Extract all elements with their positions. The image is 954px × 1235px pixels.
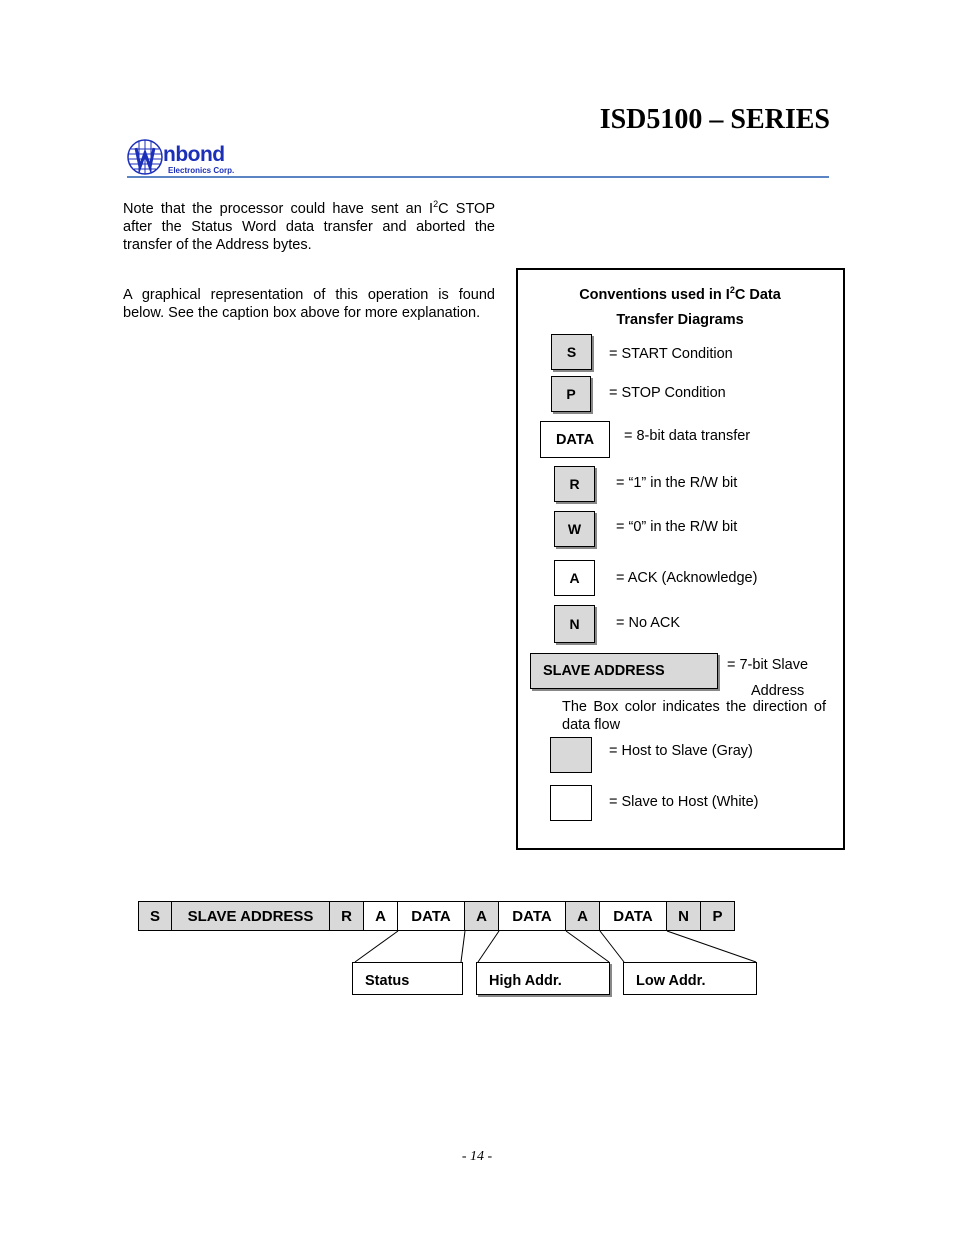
seq-data-status: DATA — [397, 901, 465, 931]
paragraph-stop-note: Note that the processor could have sent an $I^2C$ STOP after the Status Word data transfer and aborted the transfer of the Address bytes. — [123, 199, 495, 253]
seq-ack-3: A — [565, 901, 600, 931]
legend-stop-box: P — [551, 376, 591, 412]
legend-slave-address-box: SLAVE ADDRESS — [530, 653, 718, 689]
legend-white-label: = Slave to Host (White) — [609, 794, 759, 810]
legend-slave-address-label: = 7-bit Slave — [727, 657, 809, 673]
seq-nack: N — [666, 901, 701, 931]
seq-stop: P — [700, 901, 735, 931]
legend-start-label: = START Condition — [609, 346, 733, 362]
legend-stop-label: = STOP Condition — [609, 385, 726, 401]
seq-data-high: DATA — [498, 901, 566, 931]
legend-read-box: R — [554, 466, 595, 502]
legend-ack-label: = ACK (Acknowledge) — [616, 570, 758, 586]
legend-nack-box: N — [554, 605, 595, 643]
seq-ack-1: A — [363, 901, 398, 931]
paragraph-graphical-note: A graphical representation of this operation is found below. See the caption box above for more explanation. — [123, 287, 495, 321]
page-number: - 14 - — [461, 1149, 493, 1164]
legend-ack-box: A — [554, 560, 595, 596]
legend-read-label: = “1” in the R/W bit — [616, 475, 738, 491]
color-direction-note: The Box color indicates the direction of data flow — [562, 699, 826, 733]
conventions-title: Conventions used in $I^2C$ Data Transfer Diagrams — [579, 285, 781, 328]
legend-data-box: DATA — [540, 421, 610, 458]
seq-slave-address: SLAVE ADDRESS — [171, 901, 330, 931]
legend-slave-address-label-line2: Address — [751, 683, 805, 699]
legend-gray-label: = Host to Slave (Gray) — [609, 743, 753, 759]
seq-read: R — [329, 901, 364, 931]
legend-data-label: = 8-bit data transfer — [624, 428, 751, 444]
legend-nack-label: = No ACK — [616, 615, 681, 631]
logo-wordmark: nbond — [163, 143, 225, 166]
seq-ack-2: A — [464, 901, 499, 931]
callout-status: Status — [352, 962, 463, 995]
legend-start-box: S — [551, 334, 592, 370]
page-title: ISD5100 – SERIES — [599, 104, 830, 135]
logo-subtitle: Electronics Corp. — [168, 166, 235, 175]
seq-data-low: DATA — [599, 901, 667, 931]
legend-write-box: W — [554, 511, 595, 547]
callout-high-addr: High Addr. — [476, 962, 610, 995]
callout-low-addr: Low Addr. — [623, 962, 757, 995]
legend-write-label: = “0” in the R/W bit — [616, 519, 738, 535]
seq-start: S — [138, 901, 172, 931]
